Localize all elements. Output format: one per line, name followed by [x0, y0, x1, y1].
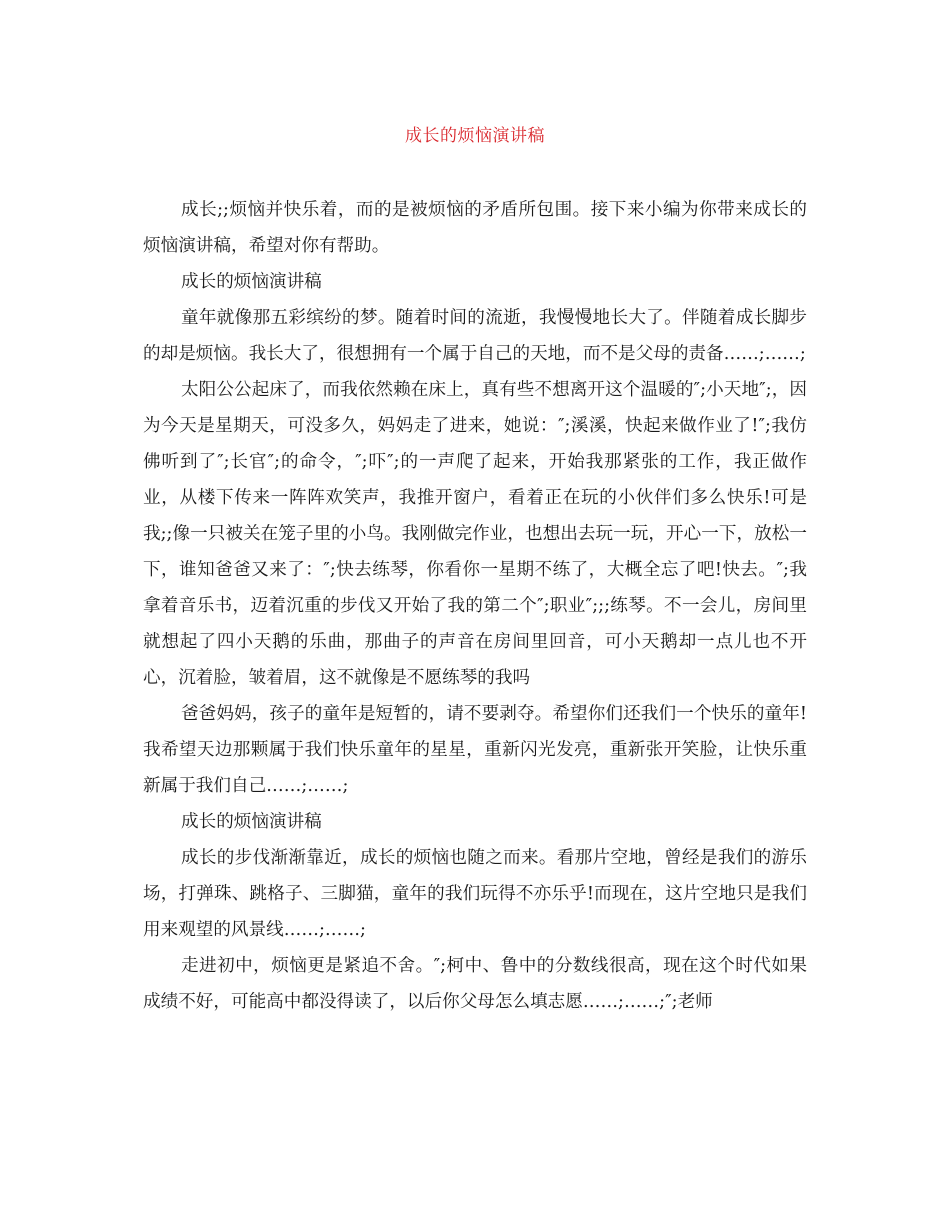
document-title: 成长的烦恼演讲稿 — [405, 126, 545, 146]
paragraph-intro: 成长;;烦恼并快乐着，而的是被烦恼的矛盾所包围。接下来小编为你带来成长的烦恼演讲稿，希望对你有帮助。 — [143, 200, 807, 256]
paragraph: 成长的步伐渐渐靠近，成长的烦恼也随之而来。看那片空地，曾经是我们的游乐场，打弹珠、跳格子、三脚猫，童年的我们玩得不亦乐乎!而现在，这片空地只是我们用来观望的风景线……;……; — [143, 848, 807, 940]
paragraph-subtitle-2: 成长的烦恼演讲稿 — [181, 812, 322, 832]
paragraph-subtitle-1: 成长的烦恼演讲稿 — [181, 272, 322, 292]
paragraph: 童年就像那五彩缤纷的梦。随着时间的流逝，我慢慢地长大了。伴随着成长脚步的却是烦恼。我长大了，很想拥有一个属于自己的天地，而不是父母的责备……;……; — [143, 308, 807, 364]
paragraph: 走进初中，烦恼更是紧追不舍。″;柯中、鲁中的分数线很高，现在这个时代如果成绩不好，可能高中都没得读了，以后你父母怎么填志愿……;……;″;老师 — [143, 956, 807, 1012]
document-body — [143, 192, 807, 1020]
paragraph: 爸爸妈妈，孩子的童年是短暂的，请不要剥夺。希望你们还我们一个快乐的童年!我希望天边那颗属于我们快乐童年的星星，重新闪光发亮，重新张开笑脸，让快乐重新属于我们自己……;……; — [143, 704, 807, 796]
paragraph: 太阳公公起床了，而我依然赖在床上，真有些不想离开这个温暖的″;小天地″;，因为今天是星期天，可没多久，妈妈走了进来，她说：″;溪溪，快起来做作业了!″;我仿佛听到了″;长官″;的命令，″;吓″;的一声爬了起来，开始我那紧张的工作，我正做作业，从楼下传来一阵阵欢笑声，我推开窗户，看着正在玩的小伙伴们多么快乐!可是我;;像一只被关在笼子里的小鸟。我刚做完作业，也想出去玩一玩，开心一下，放松一下，谁知爸爸又来了：″;快去练琴，你看你一星期不练了，大概全忘了吧!快去。″;我拿着音乐书，迈着沉重的步伐又开始了我的第二个″;职业″;;;练琴。不一会儿，房间里就想起了四小天鹅的乐曲，那曲子的声音在房间里回音，可小天鹅却一点儿也不开心，沉着脸，皱着眉，这不就像是不愿练琴的我吗 — [143, 380, 807, 688]
